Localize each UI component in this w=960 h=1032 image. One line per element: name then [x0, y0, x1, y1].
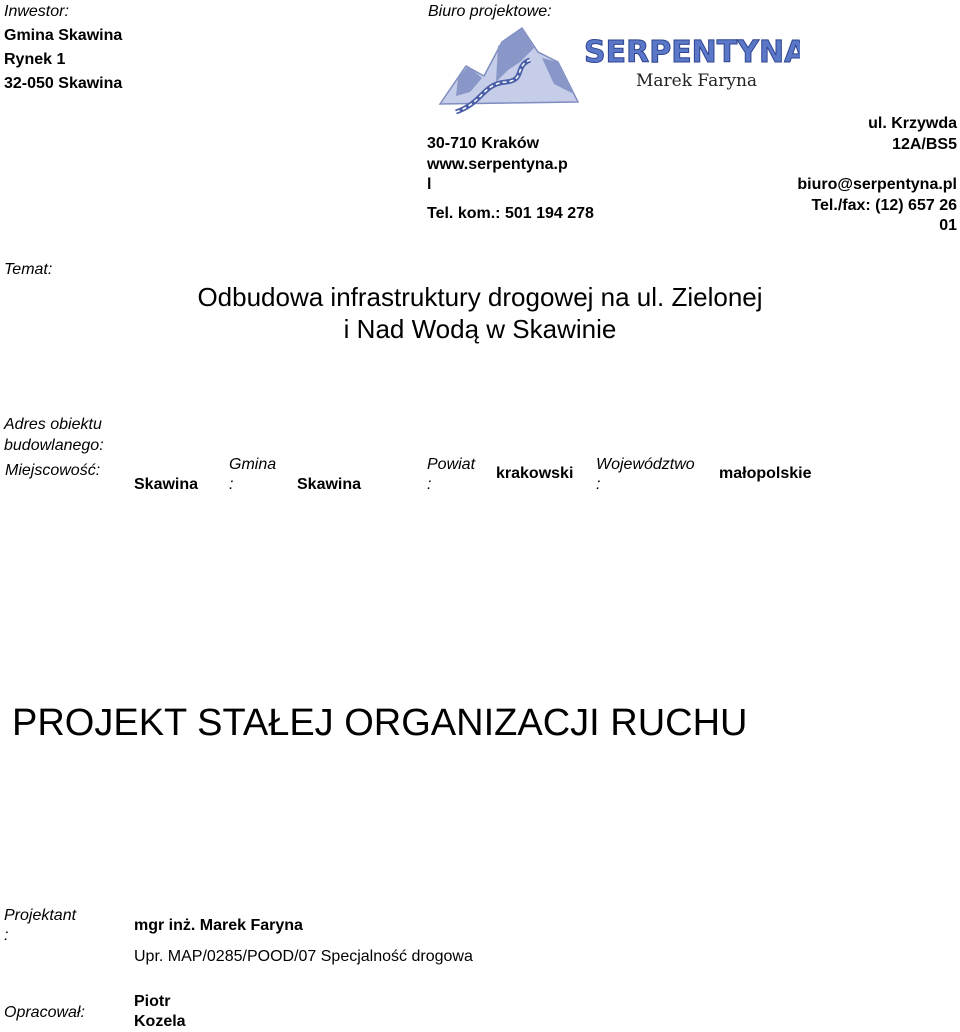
county-label — [427, 455, 475, 495]
office-building: 12A/BS5 — [892, 135, 957, 153]
locality-value: Skawina — [134, 476, 199, 493]
county-label-colon: : — [427, 476, 432, 493]
office-street: ul. Krzywda — [868, 115, 957, 132]
office-email: biuro@serpentyna.pl — [797, 176, 957, 193]
office-phone: Tel. kom.: 501 194 278 — [427, 204, 594, 222]
office-website-line2: l — [427, 176, 432, 193]
voivodeship-label — [596, 455, 695, 495]
object-address-label — [4, 414, 104, 456]
investor-label: Inwestor: — [4, 3, 69, 20]
designer-name: mgr inż. Marek Faryna — [134, 917, 303, 934]
logo-person-text: Marek Faryna — [636, 71, 758, 91]
investor-street: Rynek 1 — [4, 51, 66, 68]
office-address-left — [427, 134, 594, 224]
investor-postal: 32-050 Skawina — [4, 75, 123, 92]
company-logo — [438, 22, 800, 114]
subject-label: Temat: — [4, 261, 53, 278]
designer-label-text: Projektant — [4, 907, 77, 924]
logo-brand-text: SERPENTYNA — [584, 35, 800, 70]
voivodeship-label-text: Województwo — [596, 456, 695, 473]
commune-label-colon: : — [229, 476, 234, 493]
designer-label-colon: : — [4, 927, 9, 944]
commune-label — [229, 455, 276, 495]
county-value: krakowski — [496, 465, 574, 482]
subject-line-1: Odbudowa infrastruktury drogowej na ul. Zielonej — [197, 282, 763, 312]
voivodeship-label-colon: : — [596, 476, 601, 493]
commune-value: Skawina — [297, 476, 362, 493]
mountain-logo-icon — [438, 22, 800, 114]
designer-label — [4, 906, 76, 946]
investor-block — [4, 0, 122, 96]
office-city: 30-710 Kraków — [427, 135, 540, 152]
office-address-right — [797, 114, 957, 237]
office-fax-line2: 01 — [939, 217, 957, 234]
object-address-label-line2: budowlanego: — [4, 437, 104, 454]
office-website-line1: www.serpentyna.p — [427, 155, 568, 173]
prepared-by-label: Opracował: — [4, 1004, 85, 1021]
designer-license: Upr. MAP/0285/POOD/07 Specjalność drogowa — [134, 948, 473, 965]
prepared-by-name-line1: Piotr — [134, 993, 171, 1010]
prepared-by-name-line2: Kozela — [134, 1013, 186, 1030]
office-label: Biuro projektowe: — [428, 3, 552, 20]
commune-label-text: Gmina — [229, 456, 277, 473]
prepared-by-name — [134, 992, 186, 1032]
investor-name: Gmina Skawina — [4, 27, 123, 44]
document-title: PROJEKT STAŁEJ ORGANIZACJI RUCHU — [12, 702, 748, 744]
voivodeship-value: małopolskie — [719, 465, 812, 482]
office-fax-line1: Tel./fax: (12) 657 26 — [811, 196, 957, 214]
subject-line-2: i Nad Wodą w Skawinie — [343, 314, 617, 344]
subject-title — [0, 281, 960, 345]
locality-label: Miejscowość: — [5, 462, 101, 479]
object-address-label-line1: Adres obiektu — [4, 416, 102, 433]
county-label-text: Powiat — [427, 456, 476, 473]
